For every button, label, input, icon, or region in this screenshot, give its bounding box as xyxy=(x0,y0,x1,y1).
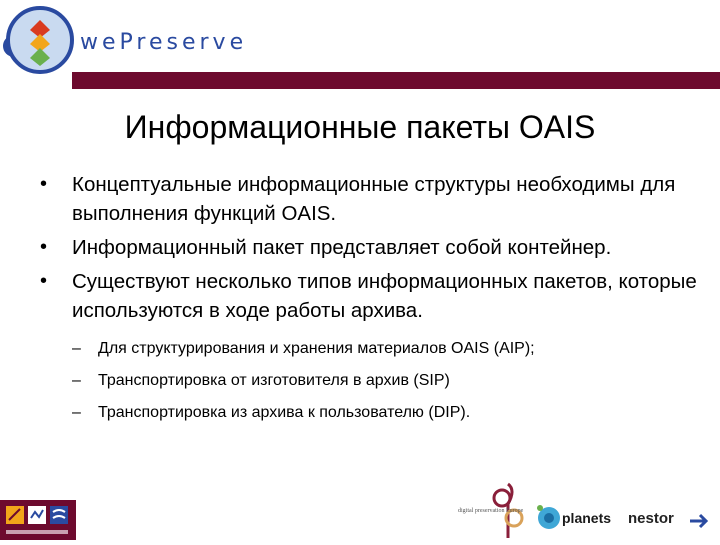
subbullet-text: Транспортировка из архива к пользователю (DIP). xyxy=(98,404,471,421)
bullet-item xyxy=(40,170,700,228)
logo-wordmark: wePreserve xyxy=(80,30,248,55)
subbullet-text: Для структурирования и хранения материалов OAIS (AIP); xyxy=(98,340,535,357)
dpe-caption: digital preservation Europe xyxy=(458,508,524,514)
bullet-marker: • xyxy=(40,236,48,258)
subbullet-marker: – xyxy=(72,372,81,389)
slide-content xyxy=(40,170,700,435)
bullet-text: Информационный пакет представляет собой контейнер. xyxy=(72,236,612,259)
planets-logo xyxy=(536,500,628,536)
bullet-text: Существуют несколько типов информационных пакетов, которые используются в ходе работы архива. xyxy=(72,270,697,322)
bullet-item xyxy=(40,233,700,262)
header-bar xyxy=(72,72,720,89)
subbullet-item xyxy=(40,339,700,359)
planets-circles-icon xyxy=(536,500,562,536)
partner-badge-icon xyxy=(0,500,76,540)
subbullet-text: Транспортировка от изготовителя в архив (SIP) xyxy=(98,372,450,389)
slide-title: Информационные пакеты OAIS xyxy=(124,109,596,145)
subbullet-marker: – xyxy=(72,404,81,421)
subbullet-marker: – xyxy=(72,340,81,357)
nestor-logo xyxy=(628,508,720,534)
bullet-text: Концептуальные информационные структуры необходимы для выполнения функций OAIS. xyxy=(72,173,676,225)
nestor-label: nestor xyxy=(628,510,674,527)
subbullet-item xyxy=(40,371,700,391)
subbullet-item xyxy=(40,403,700,423)
dpe-logo xyxy=(456,478,532,540)
bullet-item xyxy=(40,267,700,325)
wepreserve-logo xyxy=(0,4,300,76)
bullet-marker: • xyxy=(40,173,48,195)
bullet-marker: • xyxy=(40,270,48,292)
wepreserve-globe-icon xyxy=(0,4,80,80)
nestor-arrow-icon xyxy=(688,511,712,531)
partner-logo-badge xyxy=(0,500,76,540)
planets-label: planets xyxy=(562,510,612,526)
